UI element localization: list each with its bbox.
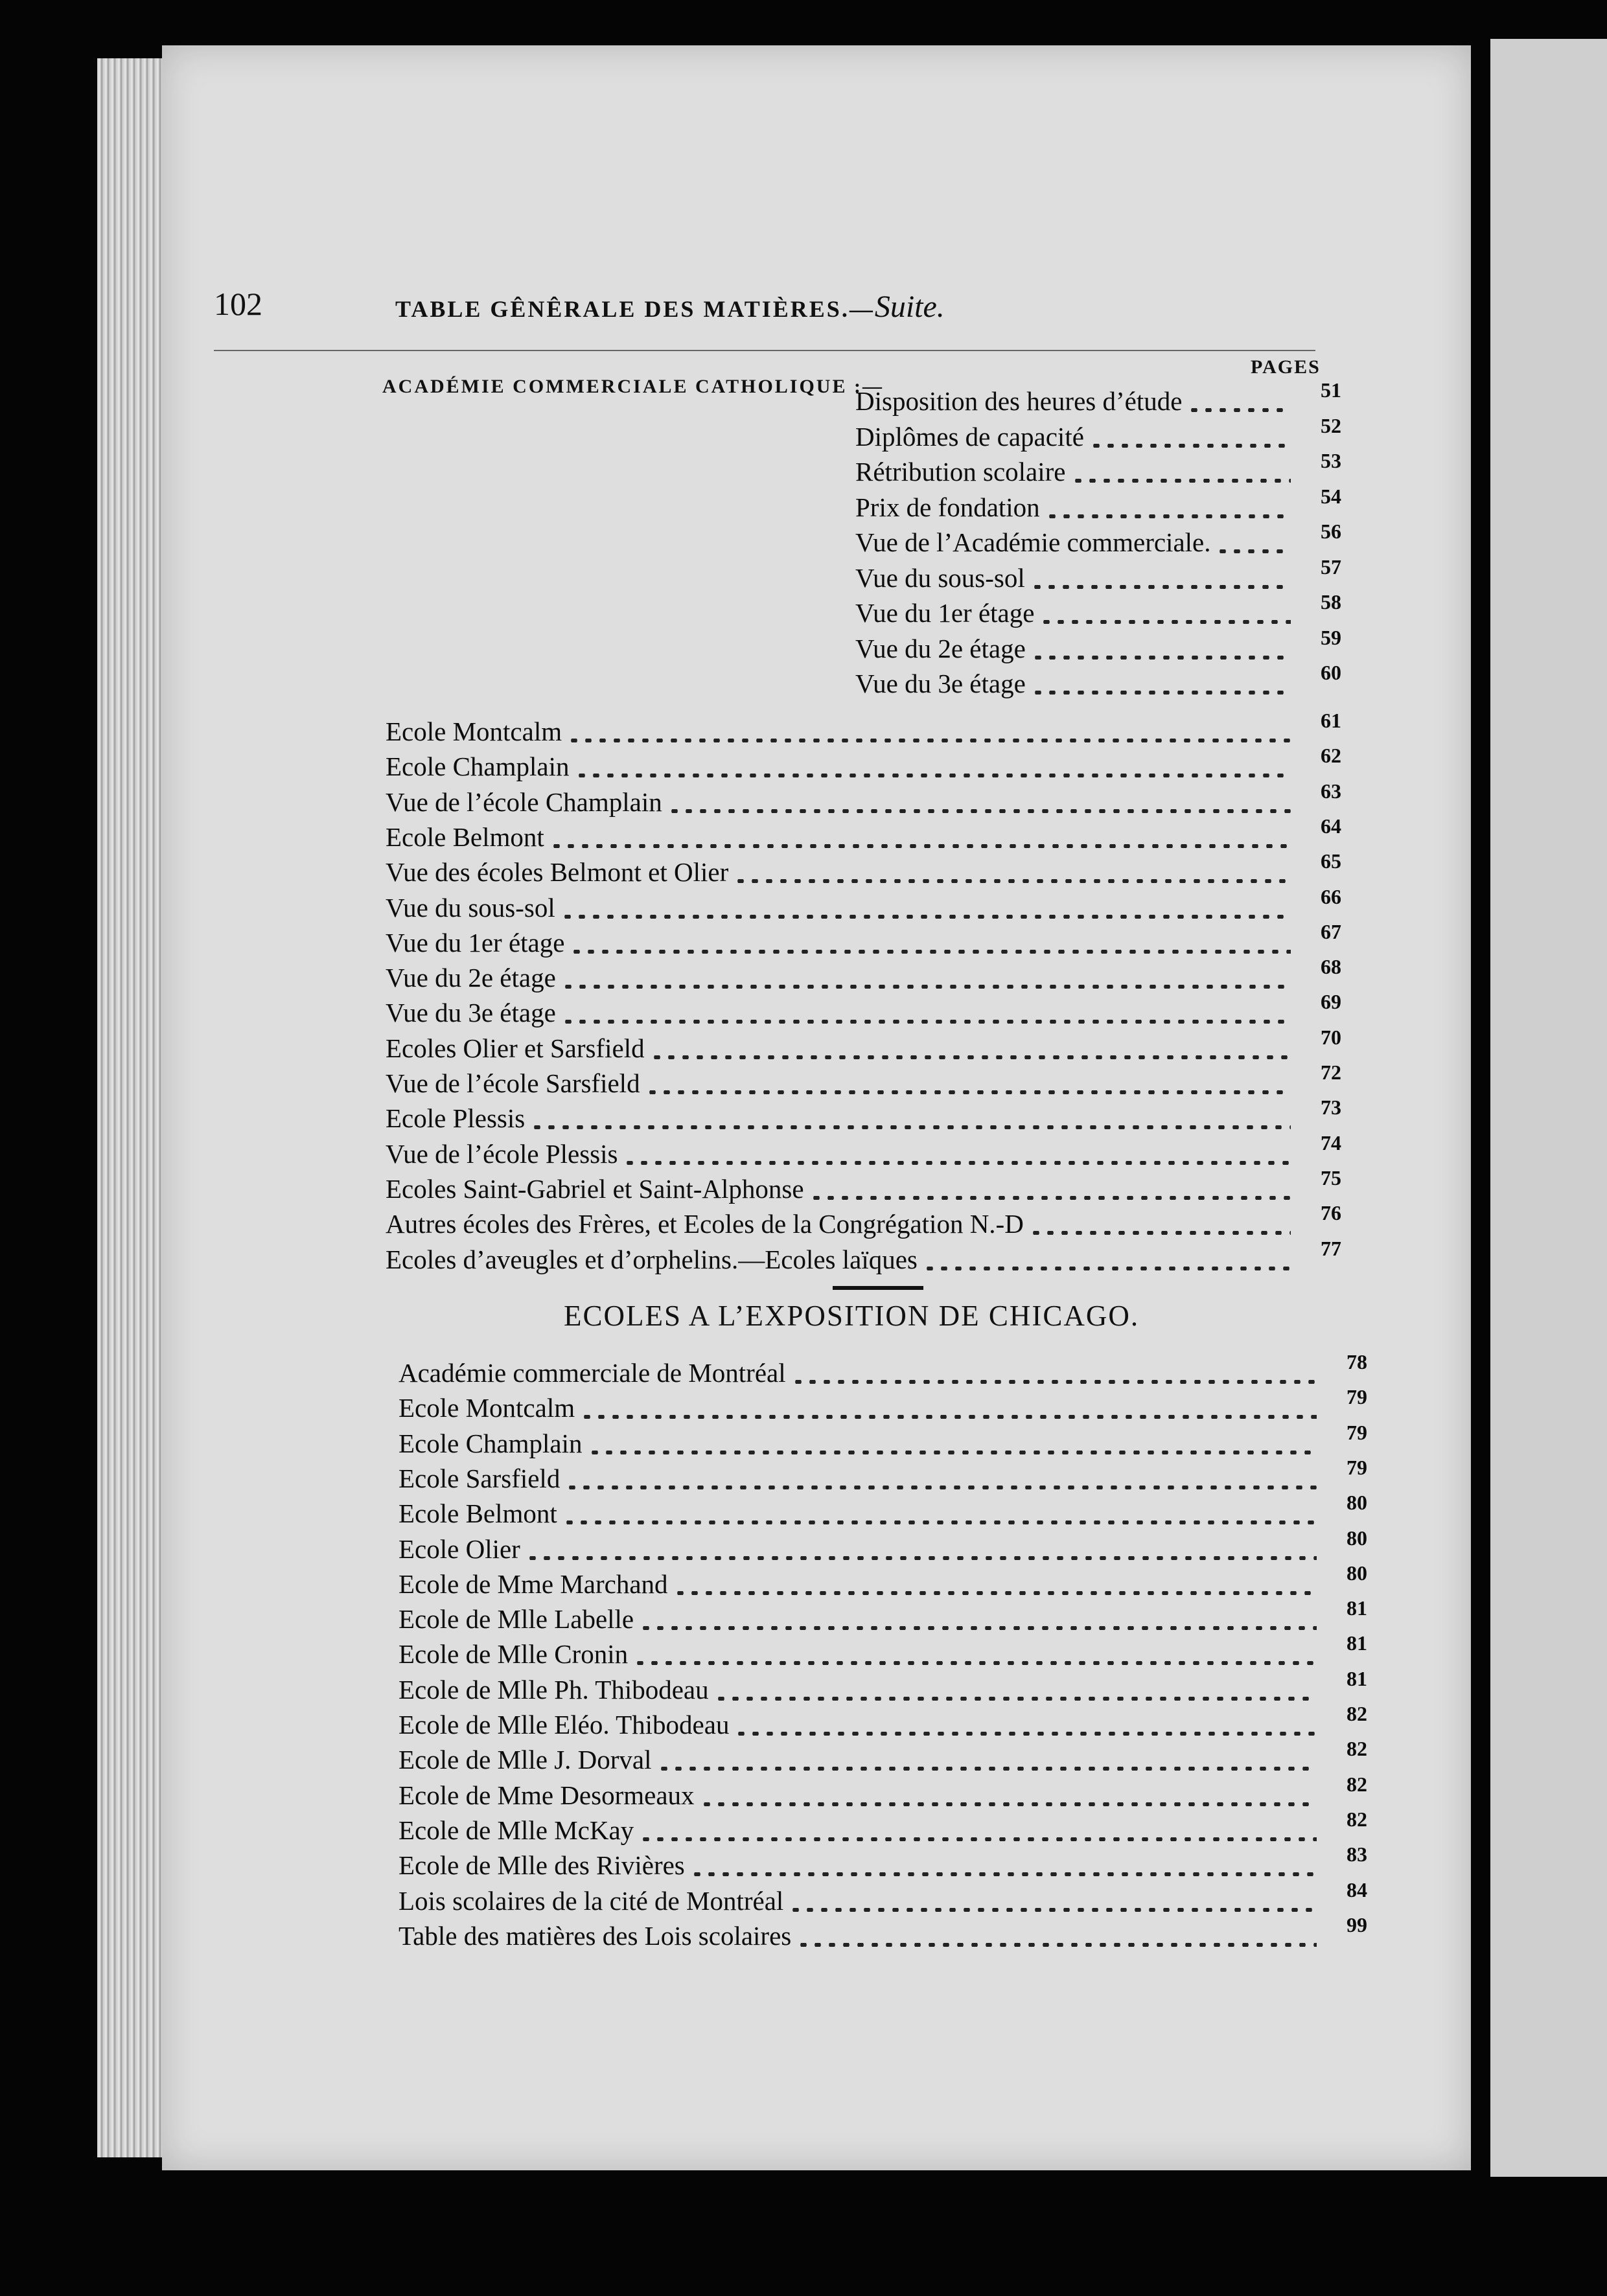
toc-entry [855,555,1341,596]
toc-entry [855,484,1341,525]
toc-entry [399,1666,1367,1708]
dot-leader [570,950,1291,954]
dot-leader [1071,479,1291,483]
toc-entry-title: Ecole Montcalm [386,717,562,746]
dot-leader [623,1161,1291,1165]
toc-entry-page: 74 [1321,1131,1341,1154]
toc-entry-title: Ecoles d’aveugles et d’orphelins.—Ecoles laïques [386,1244,918,1274]
toc-entry-title: Ecole Champlain [386,752,570,782]
dot-leader [575,774,1291,777]
running-title-text: TABLE GÊNÊRALE DES MATIÈRES.— [395,296,875,322]
toc-entry-title: Rétribution scolaire [855,457,1066,487]
toc-entry-title: Ecole de Mlle Labelle [399,1604,634,1635]
toc-entry [399,1561,1367,1602]
toc-entry-title: Vue de l’Académie commerciale. [855,527,1211,557]
toc-entry-page: 60 [1321,661,1341,684]
toc-entry [399,1350,1367,1391]
dot-leader [796,1943,1317,1947]
dot-leader [561,915,1291,919]
dot-leader [567,739,1291,742]
toc-entry [386,1131,1341,1172]
toc-entry-title: Vue de l’école Sarsfield [386,1068,640,1098]
toc-entry-title: Vue du 3e étage [855,669,1026,698]
toc-entry-page: 81 [1347,1596,1367,1620]
toc-entry-page: 59 [1321,625,1341,649]
dot-leader [588,1451,1317,1454]
dot-leader [714,1697,1317,1701]
dot-leader [639,1626,1317,1630]
toc-entry-title: Prix de fondation [855,492,1040,522]
dot-leader [673,1591,1317,1595]
toc-entry [386,955,1341,996]
toc-entry [386,744,1341,785]
toc-entry [399,1455,1367,1497]
toc-entry [386,1165,1341,1207]
toc-entry [855,378,1341,419]
dot-leader [809,1196,1291,1200]
dot-leader [1029,1231,1291,1235]
dot-leader [1039,620,1291,624]
toc-entry-title: Ecole Belmont [386,821,544,852]
dot-leader [791,1380,1317,1384]
toc-entry-page: 66 [1321,884,1341,908]
toc-entry-title: Ecole Champlain [399,1428,583,1458]
toc-entry-title: Ecoles Olier et Sarsfield [386,1033,645,1063]
toc-entry-title: Vue de l’école Plessis [386,1138,618,1169]
toc-entry-page: 68 [1321,955,1341,979]
toc-entry-page: 82 [1347,1772,1367,1796]
toc-entry-title: Vue du sous-sol [855,562,1025,593]
toc-entry-page: 78 [1347,1350,1367,1373]
toc-entry-page: 99 [1347,1912,1367,1936]
toc-entry-title: Vue des écoles Belmont et Olier [386,857,729,888]
toc-entry-page: 77 [1321,1236,1341,1260]
dot-leader [549,844,1291,848]
toc-entry [399,1807,1367,1848]
toc-entry-title: Ecoles Saint-Gabriel et Saint-Alphonse [386,1173,804,1204]
dot-leader [667,809,1291,813]
toc-entry [386,814,1341,855]
toc-entry-title: Ecole de Mlle Eléo. Thibodeau [399,1710,730,1739]
toc-entry-page: 82 [1347,1702,1367,1725]
dot-leader [1031,691,1291,695]
toc-entry [855,590,1341,631]
toc-entry-page: 82 [1347,1737,1367,1761]
toc-entry-page: 75 [1321,1165,1341,1189]
dot-leader [1187,408,1291,412]
toc-entry [399,1772,1367,1813]
dot-leader [530,1125,1291,1129]
toc-entry-title: Vue du sous-sol [386,892,555,923]
dot-leader [734,879,1291,883]
toc-entry-title: Ecole Sarsfield [399,1463,561,1493]
dot-leader [789,1908,1317,1912]
toc-entry-page: 69 [1321,990,1341,1014]
toc-entry-page: 79 [1347,1420,1367,1444]
toc-entry [399,1491,1367,1532]
dot-leader [562,1521,1317,1524]
toc-entry-page: 80 [1347,1561,1367,1585]
toc-entry-title: Ecole Belmont [399,1498,557,1529]
dot-leader [1216,549,1291,553]
toc-entry-title: Ecole Montcalm [399,1393,575,1423]
toc-entry [399,1631,1367,1672]
toc-entry [855,625,1341,667]
pages-column-label: PAGES [1251,356,1321,378]
toc-entry [386,1061,1341,1101]
toc-entry-page: 73 [1321,1096,1341,1119]
toc-entry-page: 51 [1321,378,1341,402]
page-number: 102 [214,286,262,322]
toc-entry-page: 79 [1347,1385,1367,1409]
toc-entry-title: Ecole de Mlle des Rivières [399,1850,685,1881]
toc-entry [855,413,1341,455]
toc-entry [386,884,1341,926]
toc-entry-title: Académie commerciale de Montréal [399,1358,786,1388]
dot-leader [734,1732,1317,1736]
dot-leader [1045,514,1291,518]
toc-entry-title: Vue du 2e étage [386,963,556,993]
toc-entry-title: Vue du 1er étage [855,598,1035,628]
toc-entry-title: Ecole Plessis [386,1103,526,1134]
toc-entry [399,1912,1367,1954]
toc-entry-title: Ecole de Mlle Cronin [399,1639,629,1670]
toc-entry-title: Ecole de Mlle Ph. Thibodeau [399,1674,709,1705]
toc-entry [399,1526,1367,1567]
toc-entry [386,990,1341,1031]
toc-entry-page: 83 [1347,1843,1367,1866]
chicago-heading: ECOLES A L’EXPOSITION DE CHICAGO. [564,1300,1140,1332]
toc-entry [386,1201,1341,1242]
toc-entry-title: Ecole de Mme Desormeaux [399,1780,695,1810]
toc-entry-title: Ecole de Mme Marchand [399,1568,668,1599]
toc-entry [855,661,1341,702]
toc-entry [386,709,1341,750]
running-title [395,289,945,325]
dot-leader [1031,656,1291,660]
page-header [214,285,1264,330]
section-divider [833,1286,923,1290]
toc-entry-page: 57 [1321,555,1341,579]
toc-entry-page: 67 [1321,919,1341,943]
toc-entry [855,449,1341,490]
toc-entry-title: Ecole Olier [399,1533,520,1564]
toc-entry [399,1737,1367,1778]
toc-entry [386,779,1341,820]
facing-page-edge [1490,39,1607,2177]
dot-leader [633,1661,1317,1665]
toc-entry-page: 58 [1321,590,1341,614]
toc-entry-title: Vue du 3e étage [386,998,556,1028]
toc-entry [386,849,1341,890]
toc-entry [386,919,1341,961]
dot-leader [657,1767,1317,1771]
toc-entry-page: 81 [1347,1631,1367,1655]
dot-leader [645,1090,1291,1094]
toc-entry-title: Diplômes de capacité [855,421,1084,452]
toc-entry [399,1843,1367,1883]
toc-entry-page: 80 [1347,1526,1367,1550]
dot-leader [650,1055,1291,1059]
running-title-suite: Suite. [874,290,945,324]
toc-entry-title: Disposition des heures d’étude [855,386,1183,416]
dot-leader [565,1486,1317,1489]
toc-entry-page: 72 [1321,1061,1341,1084]
toc-entry-page: 65 [1321,849,1341,873]
toc-entry-page: 84 [1347,1877,1367,1901]
toc-entry-title: Vue du 2e étage [855,633,1026,663]
dot-leader [1030,585,1291,589]
toc-entry-page: 56 [1321,520,1341,543]
toc-entry-page: 80 [1347,1491,1367,1515]
dot-leader [923,1267,1291,1270]
toc-entry-page: 82 [1347,1807,1367,1831]
toc-entry-page: 70 [1321,1025,1341,1049]
header-rule [214,350,1315,351]
toc-entry-title: Ecole de Mlle J. Dorval [399,1745,652,1775]
dot-leader [561,985,1291,989]
toc-entry [855,520,1341,560]
toc-entry-page: 76 [1321,1201,1341,1225]
dot-leader [561,1020,1291,1024]
toc-entry [386,1236,1341,1278]
dot-leader [639,1837,1317,1841]
toc-entry-title: Lois scolaires de la cité de Montréal [399,1885,784,1916]
toc-entry-title: Vue de l’école Champlain [386,786,662,817]
dot-leader [580,1415,1317,1419]
toc-entry-page: 64 [1321,814,1341,838]
toc-entry-title: Table des matières des Lois scolaires [399,1920,792,1951]
dot-leader [1089,444,1291,448]
toc-entry-page: 81 [1347,1666,1367,1690]
section-heading-academie: ACADÉMIE COMMERCIALE CATHOLIQUE :— [382,376,884,397]
toc-entry-title: Vue du 1er étage [386,927,565,958]
toc-entry-page: 54 [1321,484,1341,508]
dot-leader [526,1556,1317,1560]
toc-entry-title: Ecole de Mlle McKay [399,1815,634,1845]
toc-entry [399,1385,1367,1426]
toc-entry-page: 63 [1321,779,1341,803]
toc-entry [386,1025,1341,1066]
toc-entry-page: 79 [1347,1455,1367,1479]
toc-entry [399,1702,1367,1743]
toc-entry-page: 52 [1321,413,1341,437]
toc-entry [399,1420,1367,1462]
toc-entry-page: 61 [1321,709,1341,732]
dot-leader [690,1872,1317,1876]
dot-leader [700,1802,1317,1806]
toc-entry [386,1096,1341,1136]
toc-entry-page: 53 [1321,449,1341,472]
toc-entry [399,1877,1367,1919]
toc-entry-title: Autres écoles des Frères, et Ecoles de la Congrégation N.-D [386,1209,1024,1239]
toc-entry [399,1596,1367,1637]
toc-entry-page: 62 [1321,744,1341,768]
